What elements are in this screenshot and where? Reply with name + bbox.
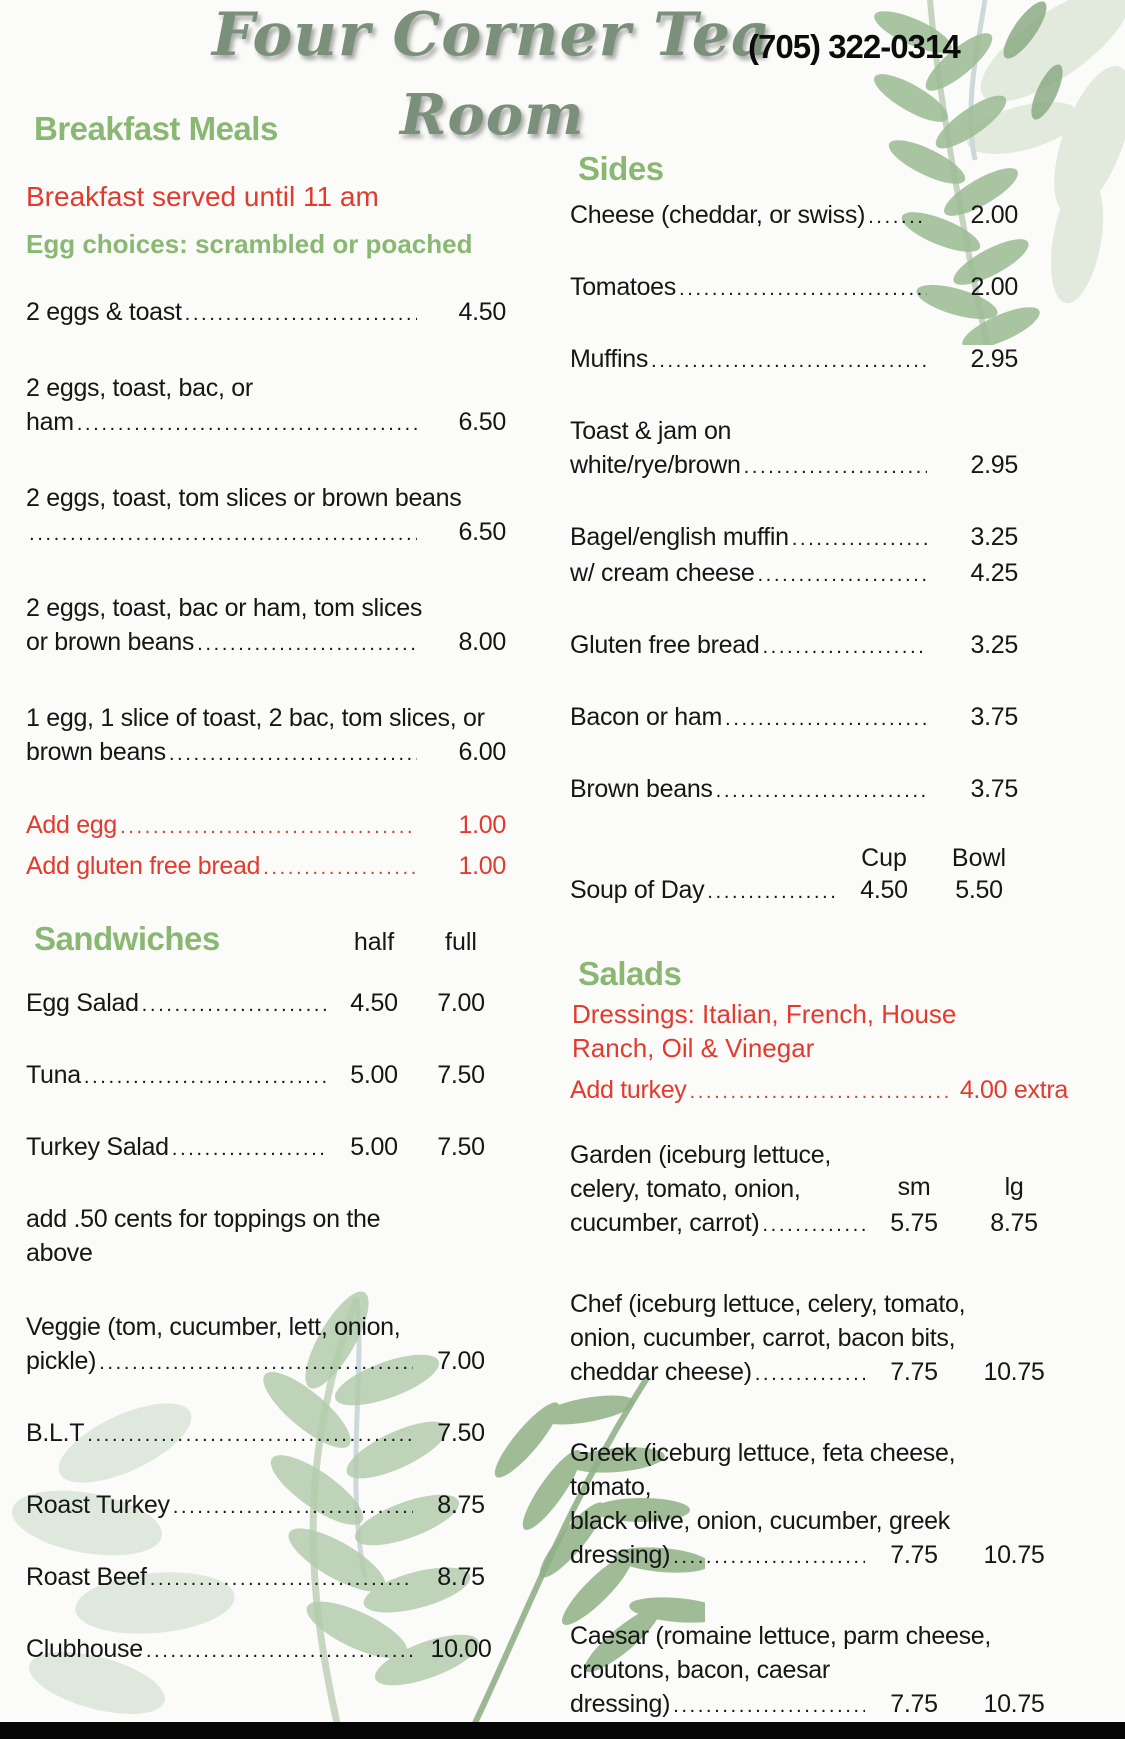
item-text: Greek (iceburg lettuce, feta cheese, xyxy=(570,1439,956,1467)
item-price: 5.00 xyxy=(350,1133,398,1161)
dot-leader xyxy=(84,1060,329,1094)
dot-leader xyxy=(169,737,417,771)
menu-item-line xyxy=(26,735,506,771)
menu-item-line xyxy=(570,270,1068,306)
menu-item xyxy=(570,198,1068,234)
item-text: above xyxy=(26,1239,93,1267)
dot-leader xyxy=(197,627,417,661)
item-price: 1.00 xyxy=(458,811,506,839)
sandwiches-heading: Sandwiches xyxy=(34,920,220,957)
menu-item-line xyxy=(26,1202,506,1236)
menu-item xyxy=(26,1130,506,1166)
right-column xyxy=(570,148,1068,1739)
menu-item-line xyxy=(26,807,506,845)
menu-item-line xyxy=(570,1436,1068,1470)
item-text: Soup of Day xyxy=(570,876,705,904)
menu-item-line xyxy=(26,1236,506,1270)
soup-item xyxy=(570,873,1068,909)
item-text: Brown beans xyxy=(570,775,713,803)
dot-leader xyxy=(762,1208,865,1242)
item-text: dressing) xyxy=(570,1690,671,1718)
item-text: 2 eggs, toast, tom slices or brown beans xyxy=(26,484,462,512)
dot-leader xyxy=(142,988,329,1022)
item-text: Egg Salad xyxy=(26,989,139,1017)
dot-leader xyxy=(744,450,927,484)
item-price: 8.75 xyxy=(437,1563,485,1591)
menu-item-line xyxy=(26,1344,506,1380)
menu-item-line xyxy=(570,1138,1068,1172)
item-price: 2.00 xyxy=(970,273,1018,301)
item-text: 2 eggs, toast, bac or ham, tom slices xyxy=(26,594,423,622)
item-text: Turkey Salad xyxy=(26,1133,169,1161)
dot-leader xyxy=(690,1075,953,1109)
item-text: cucumber, carrot) xyxy=(570,1209,760,1237)
dot-leader xyxy=(673,1540,865,1574)
dot-leader xyxy=(99,1346,413,1380)
item-text: w/ cream cheese xyxy=(570,559,755,587)
dot-leader xyxy=(792,522,927,556)
item-text: Add turkey xyxy=(570,1076,687,1104)
menu-item xyxy=(570,1073,1068,1109)
item-text: Garden (iceburg lettuce, xyxy=(570,1141,832,1169)
item-text: croutons, bacon, caesar xyxy=(570,1656,830,1684)
add-turkey-item xyxy=(570,1073,1068,1109)
item-text: B.L.T xyxy=(26,1419,85,1447)
menu-item-line xyxy=(26,481,506,515)
menu-item-line xyxy=(26,1632,506,1668)
dressings-note xyxy=(572,997,1068,1065)
menu-item-line xyxy=(570,628,1068,664)
item-text: cheddar cheese) xyxy=(570,1358,752,1386)
menu-item xyxy=(26,295,506,331)
menu-item-line xyxy=(26,591,506,625)
menu-item xyxy=(26,1632,506,1668)
restaurant-name-line2: Room xyxy=(400,82,585,148)
item-price: 6.50 xyxy=(458,518,506,546)
item-price: 4.25 xyxy=(970,559,1018,587)
menu-item-line xyxy=(570,1287,1068,1321)
menu-item-line xyxy=(26,1416,506,1452)
size-col-label: lg xyxy=(1004,1173,1024,1201)
dot-leader xyxy=(146,1634,413,1668)
item-text: 1 egg, 1 slice of toast, 2 bac, tom slices, or xyxy=(26,704,485,732)
dot-leader xyxy=(87,1418,413,1452)
menu-item-line xyxy=(570,873,1068,909)
item-text: Clubhouse xyxy=(26,1635,143,1663)
menu-item-line xyxy=(570,1504,1068,1538)
menu-item-line xyxy=(26,1560,506,1596)
menu-item-line xyxy=(26,1130,506,1166)
item-text: brown beans xyxy=(26,738,166,766)
dressings-line: Dressings: Italian, French, House xyxy=(572,999,957,1029)
item-price: 3.75 xyxy=(970,703,1018,731)
item-price: 4.00 extra xyxy=(959,1076,1068,1104)
menu-item-line xyxy=(26,701,506,735)
dot-leader xyxy=(150,1562,413,1596)
dressings-line: Ranch, Oil & Vinegar xyxy=(572,1033,815,1063)
menu-item xyxy=(26,481,506,551)
phone-number: (705) 322-0314 xyxy=(748,28,960,65)
dot-leader xyxy=(173,1490,413,1524)
item-text: 2 eggs, toast, bac, or xyxy=(26,374,253,402)
soup-size-labels xyxy=(570,844,1068,873)
item-price: 7.00 xyxy=(437,989,485,1017)
item-text: 2 eggs & toast xyxy=(26,298,182,326)
menu-item xyxy=(26,1560,506,1596)
item-text: Bagel/english muffin xyxy=(570,523,789,551)
breakfast-items xyxy=(26,295,506,771)
item-price: 7.75 xyxy=(890,1690,938,1718)
item-price: 7.50 xyxy=(437,1133,485,1161)
dot-leader xyxy=(172,1132,329,1166)
dot-leader xyxy=(673,1689,865,1723)
menu-item xyxy=(570,1619,1068,1723)
menu-item xyxy=(26,1488,506,1524)
item-text: Toast & jam on xyxy=(570,417,732,445)
menu-item-line xyxy=(26,295,506,331)
item-price: 7.50 xyxy=(437,1419,485,1447)
menu-item-line xyxy=(26,371,506,405)
item-text: Add egg xyxy=(26,811,118,839)
item-price: 3.75 xyxy=(970,775,1018,803)
dot-leader xyxy=(185,297,417,331)
sandwich-items xyxy=(26,986,506,1668)
item-price: 7.00 xyxy=(437,1347,485,1375)
item-text: white/rye/brown xyxy=(570,451,741,479)
menu-item xyxy=(570,700,1068,736)
menu-item xyxy=(26,986,506,1022)
sides-items xyxy=(570,198,1068,808)
breakfast-addons xyxy=(26,807,506,886)
item-text: celery, tomato, onion, xyxy=(570,1175,801,1203)
menu-item-line xyxy=(570,1619,1068,1653)
item-price: 3.25 xyxy=(970,631,1018,659)
dot-leader xyxy=(762,630,927,664)
dot-leader xyxy=(77,407,417,441)
breakfast-heading: Breakfast Meals xyxy=(34,110,278,147)
full-col-label: full xyxy=(445,928,477,956)
menu-item xyxy=(26,1416,506,1452)
item-text: Gluten free bread xyxy=(570,631,760,659)
item-text: dressing) xyxy=(570,1541,671,1569)
restaurant-name: Four Corner Tea xyxy=(212,0,771,70)
menu-item-line xyxy=(570,1206,1068,1242)
salad-items xyxy=(570,1138,1068,1723)
item-price: 3.25 xyxy=(970,523,1018,551)
item-text: Roast Beef xyxy=(26,1563,147,1591)
menu-item xyxy=(570,772,1068,808)
dot-leader xyxy=(707,875,835,909)
item-price: 1.00 xyxy=(458,852,506,880)
menu-item xyxy=(570,520,1068,592)
menu-item-line xyxy=(570,1470,1068,1504)
dot-leader xyxy=(263,849,417,886)
header xyxy=(0,0,1125,170)
dot-leader xyxy=(725,702,927,736)
menu-item-line xyxy=(26,986,506,1022)
menu-item xyxy=(570,342,1068,378)
item-text: pickle) xyxy=(26,1347,97,1375)
item-text: black olive, onion, cucumber, greek xyxy=(570,1507,950,1535)
dot-leader xyxy=(868,200,927,234)
menu-item xyxy=(570,1287,1068,1391)
item-text: Tuna xyxy=(26,1061,81,1089)
cup-col-label: Cup xyxy=(861,844,907,872)
egg-choices-note: Egg choices: scrambled or poached xyxy=(26,229,473,259)
menu-item xyxy=(570,873,1068,909)
dot-leader xyxy=(716,774,927,808)
menu-item-line xyxy=(570,1687,1068,1723)
item-price: 8.00 xyxy=(458,628,506,656)
item-price: 4.50 xyxy=(458,298,506,326)
menu-item-line xyxy=(570,700,1068,736)
menu-item-line xyxy=(570,1355,1068,1391)
item-price: 10.00 xyxy=(430,1635,492,1663)
item-text: Veggie (tom, cucumber, lett, onion, xyxy=(26,1313,401,1341)
item-price: 4.50 xyxy=(350,989,398,1017)
menu-item-line xyxy=(570,556,1068,592)
sides-heading: Sides xyxy=(578,150,664,187)
item-price: 5.75 xyxy=(890,1209,938,1237)
item-text: Cheese (cheddar, or swiss) xyxy=(570,201,866,229)
item-text: Tomatoes xyxy=(570,273,676,301)
menu-item-line xyxy=(26,1488,506,1524)
dot-leader xyxy=(757,558,927,592)
item-price: 5.00 xyxy=(350,1061,398,1089)
menu-item-line xyxy=(26,515,506,551)
menu-item-line xyxy=(570,1653,1068,1687)
menu-item xyxy=(570,628,1068,664)
item-price: 6.50 xyxy=(458,408,506,436)
half-col-label: half xyxy=(353,928,395,956)
bottom-bar xyxy=(0,1722,1125,1739)
item-text: Bacon or ham xyxy=(570,703,723,731)
menu-item-line xyxy=(570,1321,1068,1355)
salads-heading: Salads xyxy=(578,955,682,992)
breakfast-notice: Breakfast served until 11 am xyxy=(26,181,379,212)
dot-leader xyxy=(120,808,417,845)
menu-item xyxy=(26,1202,506,1270)
menu-item xyxy=(26,1058,506,1094)
menu-item-line xyxy=(570,1073,1068,1109)
menu-item-line xyxy=(570,448,1068,484)
item-price: 5.50 xyxy=(955,876,1003,904)
menu-item xyxy=(26,701,506,771)
menu-item xyxy=(26,591,506,661)
menu-item xyxy=(26,371,506,441)
sandwiches-header-row xyxy=(26,918,506,960)
item-price: 4.50 xyxy=(860,876,908,904)
size-col-label: sm xyxy=(897,1173,931,1201)
left-column xyxy=(26,108,506,1704)
menu-item xyxy=(26,1310,506,1380)
item-text: add .50 cents for toppings on the xyxy=(26,1205,381,1233)
item-price: 7.75 xyxy=(890,1541,938,1569)
menu-item-line xyxy=(26,848,506,886)
dot-leader xyxy=(651,344,927,378)
item-text: Roast Turkey xyxy=(26,1491,170,1519)
menu-item-line xyxy=(26,1310,506,1344)
menu-item xyxy=(570,1436,1068,1574)
item-text: or brown beans xyxy=(26,628,195,656)
soup-section xyxy=(570,844,1068,909)
dot-leader xyxy=(679,272,927,306)
item-price: 10.75 xyxy=(983,1358,1045,1386)
menu-item-line xyxy=(570,1538,1068,1574)
item-price: 10.75 xyxy=(983,1541,1045,1569)
dot-leader xyxy=(755,1357,865,1391)
menu-item-line xyxy=(26,1058,506,1094)
menu-item xyxy=(570,414,1068,484)
menu-item-line xyxy=(26,405,506,441)
dot-leader xyxy=(29,517,417,551)
menu-item xyxy=(570,1138,1068,1242)
item-text: Caesar (romaine lettuce, parm cheese, xyxy=(570,1622,992,1650)
item-price: 2.00 xyxy=(970,201,1018,229)
item-text: Add gluten free bread xyxy=(26,852,261,880)
menu-item-line xyxy=(570,198,1068,234)
menu-item-line xyxy=(570,520,1068,556)
item-text: Chef (iceburg lettuce, celery, tomato, xyxy=(570,1290,966,1318)
item-price: 2.95 xyxy=(970,451,1018,479)
item-price: 8.75 xyxy=(437,1491,485,1519)
item-price: 7.75 xyxy=(890,1358,938,1386)
item-text: Muffins xyxy=(570,345,649,373)
size-col-labels xyxy=(868,1170,1068,1204)
menu-item xyxy=(26,848,506,886)
menu-item-line xyxy=(570,342,1068,378)
item-price: 7.50 xyxy=(437,1061,485,1089)
item-price: 2.95 xyxy=(970,345,1018,373)
menu-item-line xyxy=(26,625,506,661)
item-text: ham xyxy=(26,408,74,436)
menu-item xyxy=(26,807,506,845)
bowl-col-label: Bowl xyxy=(951,844,1007,872)
item-text: onion, cucumber, carrot, bacon bits, xyxy=(570,1324,956,1352)
menu-item-line xyxy=(570,414,1068,448)
menu-item-line xyxy=(570,772,1068,808)
item-price: 10.75 xyxy=(983,1690,1045,1718)
item-text: tomato, xyxy=(570,1473,652,1501)
menu-item xyxy=(570,270,1068,306)
item-price: 6.00 xyxy=(458,738,506,766)
item-price: 8.75 xyxy=(990,1209,1038,1237)
